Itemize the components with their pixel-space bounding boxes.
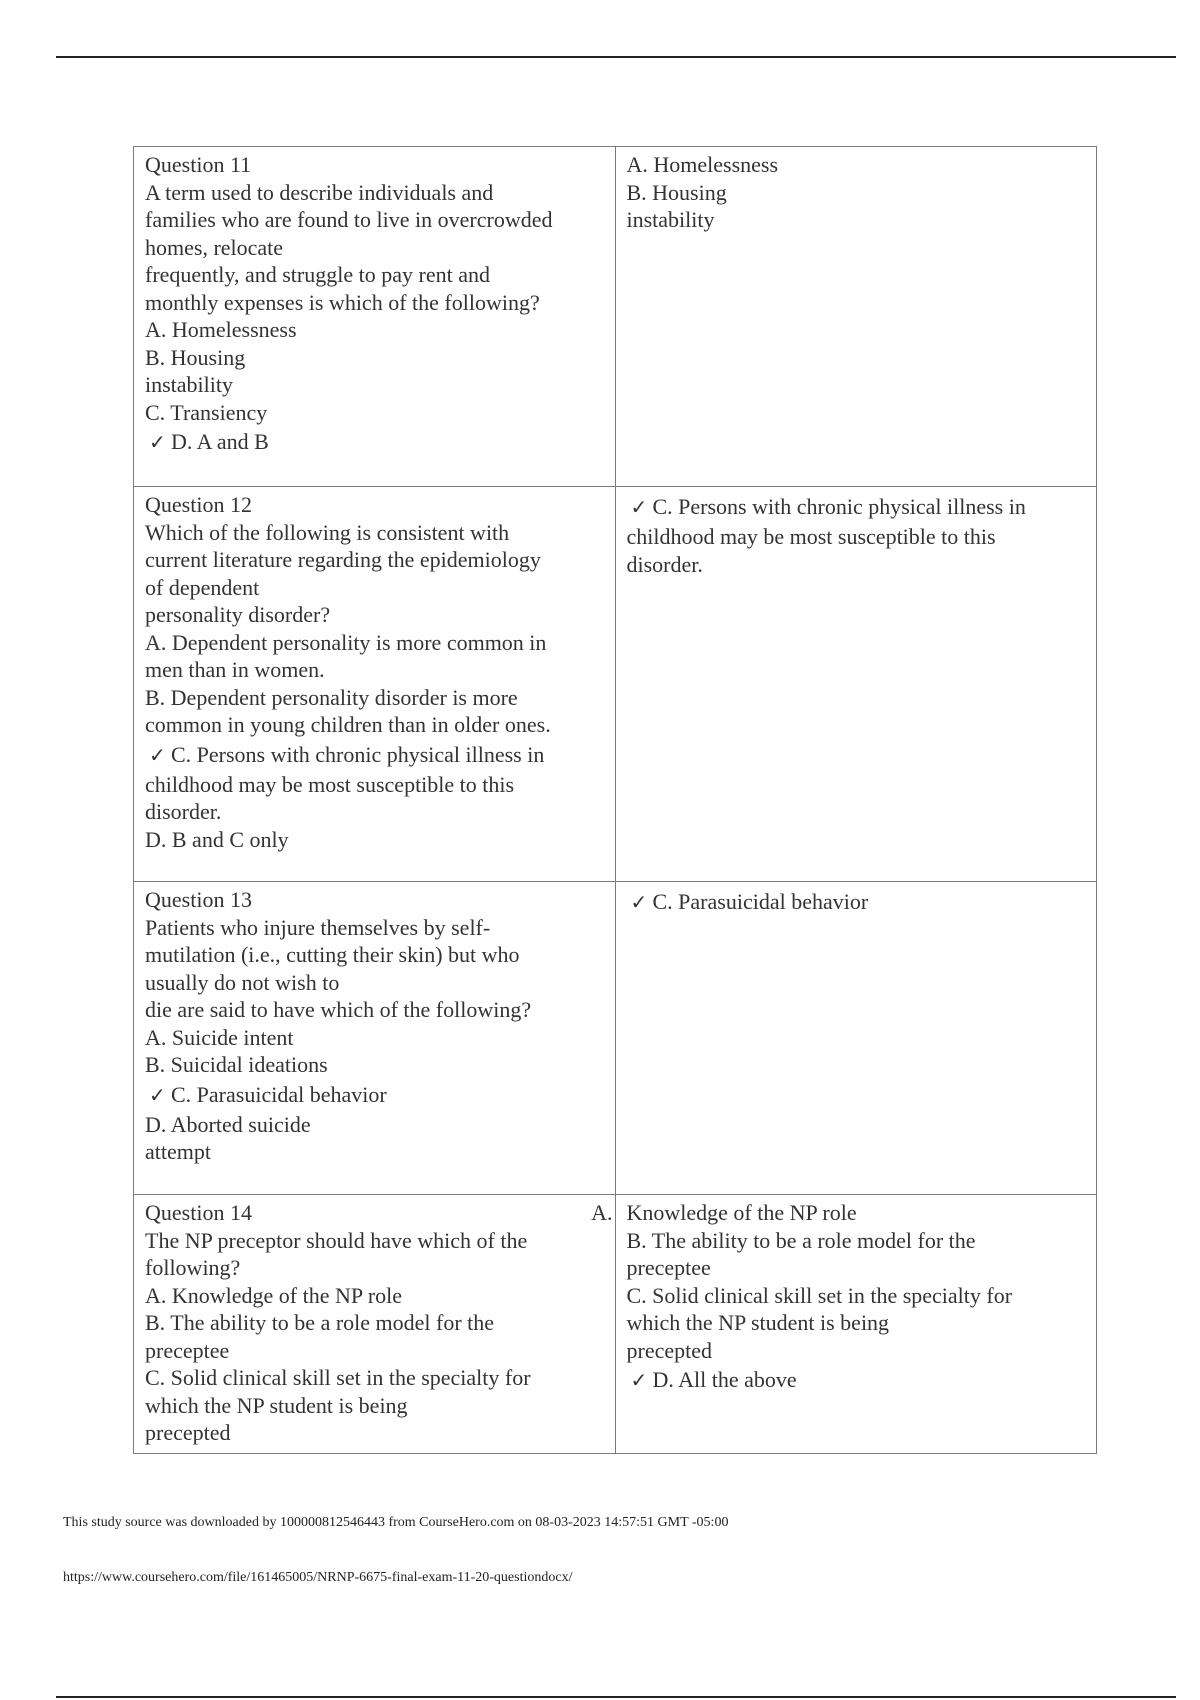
question-line: current literature regarding the epidemiology: [145, 547, 541, 572]
answer-option: D. Aborted suicide: [145, 1111, 311, 1137]
correct-answer-option: [145, 1079, 605, 1111]
checkmark-icon: ✓: [630, 495, 648, 519]
answer-line: precepted: [626, 1337, 712, 1363]
answer-line: childhood may be most susceptible to this: [626, 524, 996, 549]
answer-option: A. Homelessness: [145, 317, 297, 342]
answer-line: instability: [626, 207, 715, 232]
answer-option: A. Dependent personality is more common in: [145, 629, 547, 655]
answer-option: B. Dependent personality disorder is more: [145, 684, 518, 710]
answer-line: A. Homelessness: [626, 152, 779, 177]
answer-line: which the NP student is being: [626, 1310, 890, 1335]
correct-answer-option: [627, 491, 1087, 523]
answer-option: attempt: [145, 1139, 211, 1164]
answer-option: B. Housing: [145, 344, 246, 370]
answer-line: C. Solid clinical skill set in the specialty for: [626, 1282, 1013, 1308]
question-line: following?: [145, 1255, 241, 1280]
answer-option: preceptee: [145, 1337, 230, 1363]
question-line: families who are found to live in overcrowded: [145, 207, 553, 232]
answer-option: precepted: [145, 1420, 231, 1445]
checkmark-icon: ✓: [630, 1368, 648, 1392]
table-row: [134, 147, 1097, 487]
answer-cell: [615, 487, 1097, 882]
question-title-row: [145, 1199, 613, 1227]
question-line: personality disorder?: [145, 602, 331, 627]
answer-option: men than in women.: [145, 657, 325, 682]
question-title: Question 14: [145, 1200, 252, 1225]
question-title: Question 11: [145, 152, 252, 177]
answer-line: Knowledge of the NP role: [626, 1200, 857, 1225]
question-cell: [134, 487, 616, 882]
correct-answer-option: [145, 426, 605, 458]
answer-option: A. Knowledge of the NP role: [145, 1282, 403, 1308]
question-line: Which of the following is consistent with: [145, 519, 510, 545]
question-line: frequently, and struggle to pay rent and: [145, 262, 490, 287]
answer-option: A. Suicide intent: [145, 1024, 294, 1050]
correct-answer-text: C. Persons with chronic physical illness in: [171, 741, 545, 767]
footer-rule: [56, 1696, 1176, 1698]
correct-answer-text: C. Parasuicidal behavior: [171, 1081, 387, 1107]
question-line: die are said to have which of the following?: [145, 997, 532, 1022]
question-line: The NP preceptor should have which of the: [145, 1227, 528, 1253]
source-url[interactable]: https://www.coursehero.com/file/161465005/NRNP-6675-final-exam-11-20-questiondocx/: [63, 1570, 573, 1585]
answer-option: childhood may be most susceptible to this: [145, 771, 515, 797]
question-cell: [134, 147, 616, 487]
correct-answer-text: D. All the above: [652, 1367, 797, 1392]
checkmark-icon: ✓: [630, 890, 648, 914]
question-line: monthly expenses is which of the following?: [145, 289, 540, 315]
question-line: of dependent: [145, 574, 260, 600]
question-line: A term used to describe individuals and: [145, 179, 494, 205]
checkmark-icon: ✓: [149, 430, 166, 454]
answer-option: D. B and C only: [145, 826, 289, 852]
answer-option: which the NP student is being: [145, 1392, 408, 1418]
answer-line: preceptee: [626, 1255, 711, 1280]
checkmark-icon: ✓: [149, 1082, 166, 1107]
answer-option: instability: [145, 372, 233, 397]
correct-answer-text: C. Parasuicidal behavior: [652, 889, 869, 914]
header-rule: [56, 56, 1176, 58]
download-source-note: This study source was downloaded by 100000812546443 from CourseHero.com on 08-03-2023 14:57:51 GMT -05:00: [63, 1515, 729, 1530]
answer-cell: [615, 1195, 1097, 1454]
table-row: [134, 882, 1097, 1195]
correct-answer-option: [145, 739, 605, 771]
answer-line: disorder.: [626, 551, 703, 577]
answer-line: B. Housing: [626, 179, 727, 205]
question-cell: [134, 1195, 616, 1454]
correct-answer-text: C. Persons with chronic physical illness in: [652, 494, 1026, 519]
table-row: [134, 1195, 1097, 1454]
question-line: homes, relocate: [145, 234, 284, 260]
question-line: usually do not wish to: [145, 969, 340, 995]
answer-option: disorder.: [145, 799, 222, 824]
table-row: [134, 487, 1097, 882]
question-cell: [134, 882, 616, 1195]
question-title: Question 13: [145, 887, 252, 912]
question-table: [133, 146, 1097, 1454]
question-title: Question 12: [145, 492, 252, 517]
answer-option: C. Transiency: [145, 399, 268, 425]
question-line: Patients who injure themselves by self-: [145, 914, 491, 940]
option-letter: A.: [591, 1200, 613, 1225]
answer-option: B. Suicidal ideations: [145, 1052, 328, 1077]
checkmark-icon: ✓: [149, 742, 166, 767]
correct-answer-text: D. A and B: [171, 429, 269, 454]
answer-line: B. The ability to be a role model for the: [626, 1227, 976, 1253]
correct-answer-option: [627, 1364, 1087, 1396]
correct-answer-option: [627, 886, 1087, 918]
answer-cell: [615, 147, 1097, 487]
question-line: mutilation (i.e., cutting their skin) but who: [145, 942, 520, 967]
answer-option: common in young children than in older ones.: [145, 712, 551, 737]
answer-option: B. The ability to be a role model for the: [145, 1310, 495, 1335]
answer-option: C. Solid clinical skill set in the specialty for: [145, 1365, 531, 1390]
answer-cell: [615, 882, 1097, 1195]
